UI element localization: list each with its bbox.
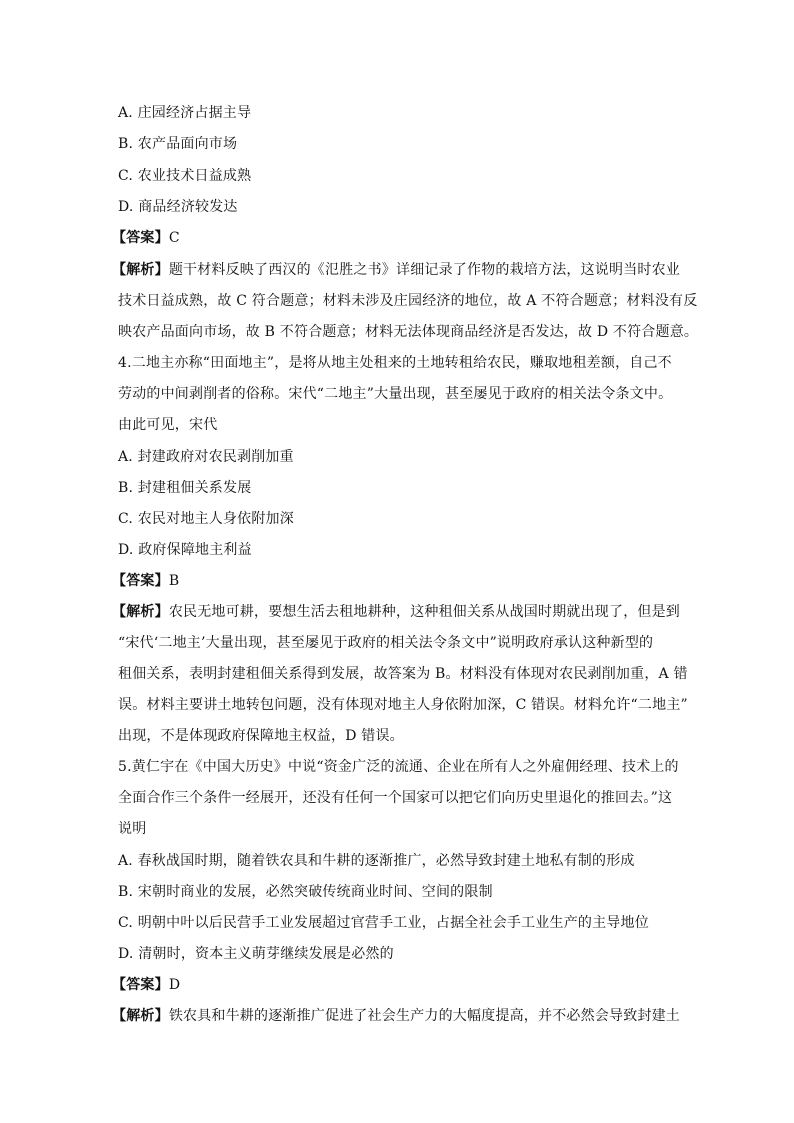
analysis-text: 农民无地可耕，要想生活去租地耕种，这种租佃关系从战国时期就出现了，但是到 <box>168 604 681 620</box>
q4-stem-line-1: 4.二地主亦称“田面地主”，是将从地主处租来的土地转租给农民，赚取地租差额，自己不 <box>118 355 672 371</box>
q3-option-a: A. 庄园经济占据主导 <box>118 105 252 121</box>
q5-answer <box>112 975 672 995</box>
q3-analysis-line-2: 技术日益成熟，故 C 符合题意；材料未涉及庄园经济的地位，故 A 不符合题意；材料没有反 <box>118 293 698 309</box>
q4-analysis-line-4: 误。材料主要讲土地转包问题，没有体现对地主人身依附加深，C 错误。材料允许“二地主” <box>118 697 688 713</box>
answer-value: B <box>168 573 180 589</box>
analysis-text: 题干材料反映了西汉的《氾胜之书》详细记录了作物的栽培方法，这说明当时农业 <box>168 262 681 278</box>
analysis-label: 【解析】 <box>112 604 169 620</box>
q5-option-b: B. 宋朝时商业的发展，必然突破传统商业时间、空间的限制 <box>118 884 493 900</box>
q3-option-d: D. 商品经济较发达 <box>118 199 238 215</box>
q4-option-a: A. 封建政府对农民剥削加重 <box>118 449 294 465</box>
answer-label: 【答案】 <box>112 230 169 246</box>
q4-option-d: D. 政府保障地主利益 <box>118 542 252 558</box>
analysis-label: 【解析】 <box>112 262 169 278</box>
answer-label: 【答案】 <box>112 977 169 993</box>
q5-stem-line-3: 说明 <box>118 821 147 837</box>
q5-option-c: C. 明朝中叶以后民营手工业发展超过官营手工业，占据全社会手工业生产的主导地位 <box>118 915 649 931</box>
q4-option-c: C. 农民对地主人身依附加深 <box>118 511 294 527</box>
q5-analysis-line-1 <box>112 1006 681 1026</box>
analysis-text: 铁农具和牛耕的逐渐推广促进了社会生产力的大幅度提高，并不必然会导致封建土 <box>168 1008 681 1024</box>
q4-stem-line-2: 劳动的中间剥削者的俗称。宋代“二地主”大量出现，甚至屡见于政府的相关法令条文中。 <box>118 386 673 402</box>
answer-value: C <box>168 230 180 246</box>
answer-value: D <box>168 977 181 993</box>
q5-option-d: D. 清朝时，资本主义萌芽继续发展是必然的 <box>118 946 394 962</box>
q4-analysis-line-3: 租佃关系，表明封建租佃关系得到发展，故答案为 B。材料没有体现对农民剥削加重，A 错 <box>118 666 688 682</box>
q4-analysis-line-1 <box>112 602 681 622</box>
answer-label: 【答案】 <box>112 573 169 589</box>
q4-option-b: B. 封建租佃关系发展 <box>118 480 252 496</box>
analysis-label: 【解析】 <box>112 1008 169 1024</box>
q5-stem-line-2: 全面合作三个条件一经展开，还没有任何一个国家可以把它们向历史里退化的推回去。”这 <box>118 790 673 806</box>
q3-option-c: C. 农业技术日益成熟 <box>118 168 252 184</box>
q4-analysis-line-2: “宋代‘二地主’大量出现，甚至屡见于政府的相关法令条文中”说明政府承认这种新型的 <box>118 635 654 651</box>
q3-analysis-line-3: 映农产品面向市场，故 B 不符合题意；材料无法体现商品经济是否发达，故 D 不符合题意。 <box>118 324 699 340</box>
q4-analysis-line-5: 出现，不是体现政府保障地主权益，D 错误。 <box>118 728 404 744</box>
q5-option-a: A. 春秋战国时期，随着铁农具和牛耕的逐渐推广，必然导致封建土地私有制的形成 <box>118 853 635 869</box>
q4-answer <box>112 571 672 591</box>
q3-analysis-line-1 <box>112 260 681 280</box>
q3-option-b: B. 农产品面向市场 <box>118 136 238 152</box>
q3-answer <box>112 228 672 248</box>
q5-stem-line-1: 5.黄仁宇在《中国大历史》中说“资金广泛的流通、企业在所有人之外雇佣经理、技术上的 <box>118 759 679 775</box>
q4-stem-line-3: 由此可见，宋代 <box>118 417 218 433</box>
